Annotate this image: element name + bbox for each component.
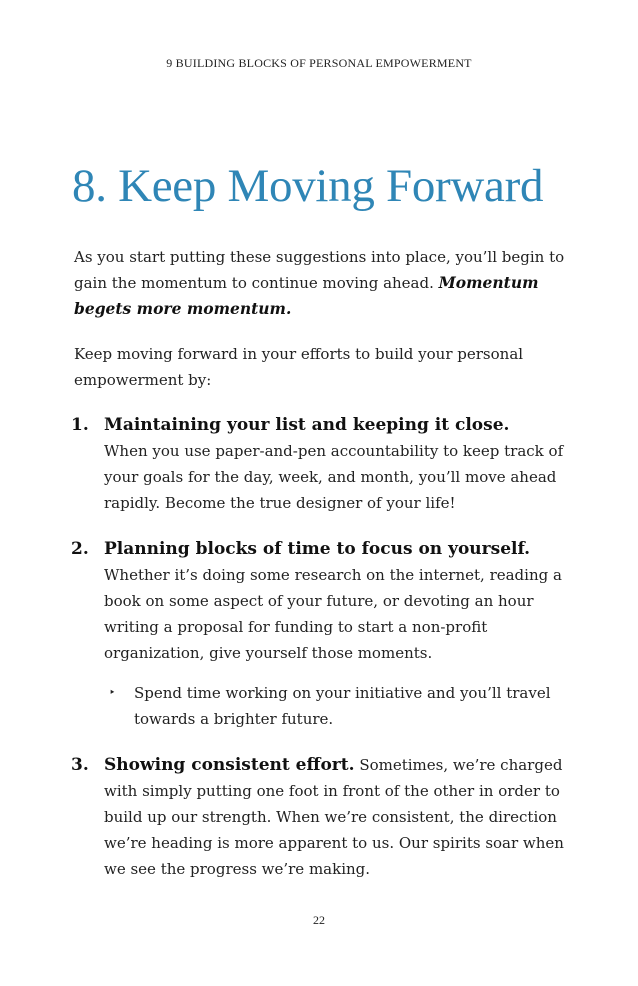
item-heading: Planning blocks of time to focus on yourself.	[104, 539, 531, 559]
sub-bullet-text: Spend time working on your initiative and you’ll travel towards a brighter future.	[134, 684, 551, 728]
chapter-body	[71, 244, 574, 902]
item-text	[104, 752, 574, 882]
sub-bullet-list	[104, 680, 574, 732]
item-number: 2.	[71, 539, 89, 559]
bullet-marker-icon: ‣	[109, 686, 116, 699]
list-item	[71, 752, 574, 882]
intro-emphasis: Momentum begets more momentum.	[74, 273, 539, 318]
sub-bullet-item	[104, 680, 574, 732]
page-number: 22	[313, 913, 325, 927]
item-number: 1.	[71, 415, 89, 435]
lead-in-paragraph: Keep moving forward in your efforts to build your personal empowerment by:	[74, 345, 524, 389]
item-heading: Maintaining your list and keeping it close.	[104, 415, 510, 435]
intro-text: As you start putting these suggestions into place, you’ll begin to gain the momentum to continue moving ahead.	[74, 248, 565, 292]
list-item	[71, 412, 574, 516]
item-number: 3.	[71, 755, 89, 775]
chapter-title: 8. Keep Moving Forward	[72, 160, 544, 212]
item-body: When you use paper-and-pen accountability to keep track of your goals for the day, week, and month, you’ll move ahead rapidly. Become the true designer of your life!	[104, 442, 564, 512]
list-item	[71, 536, 574, 732]
item-body: Sometimes, we’re charged with simply putting one foot in front of the other in order to build up our strength. When we’re consistent, the direction we’re heading is more apparent to us. Our spirits soar when we see the progress we’re making.	[104, 756, 564, 878]
item-text	[104, 536, 574, 666]
numbered-list	[71, 412, 574, 882]
intro-paragraph	[74, 244, 574, 322]
item-body: Whether it’s doing some research on the internet, reading a book on some aspect of your future, or devoting an hour writing a proposal for funding to start a non-profit organization, give yourself those moments.	[104, 566, 562, 662]
running-header: 9 BUILDING BLOCKS OF PERSONAL EMPOWERMENT	[166, 56, 472, 70]
item-heading: Showing consistent effort.	[104, 755, 355, 775]
